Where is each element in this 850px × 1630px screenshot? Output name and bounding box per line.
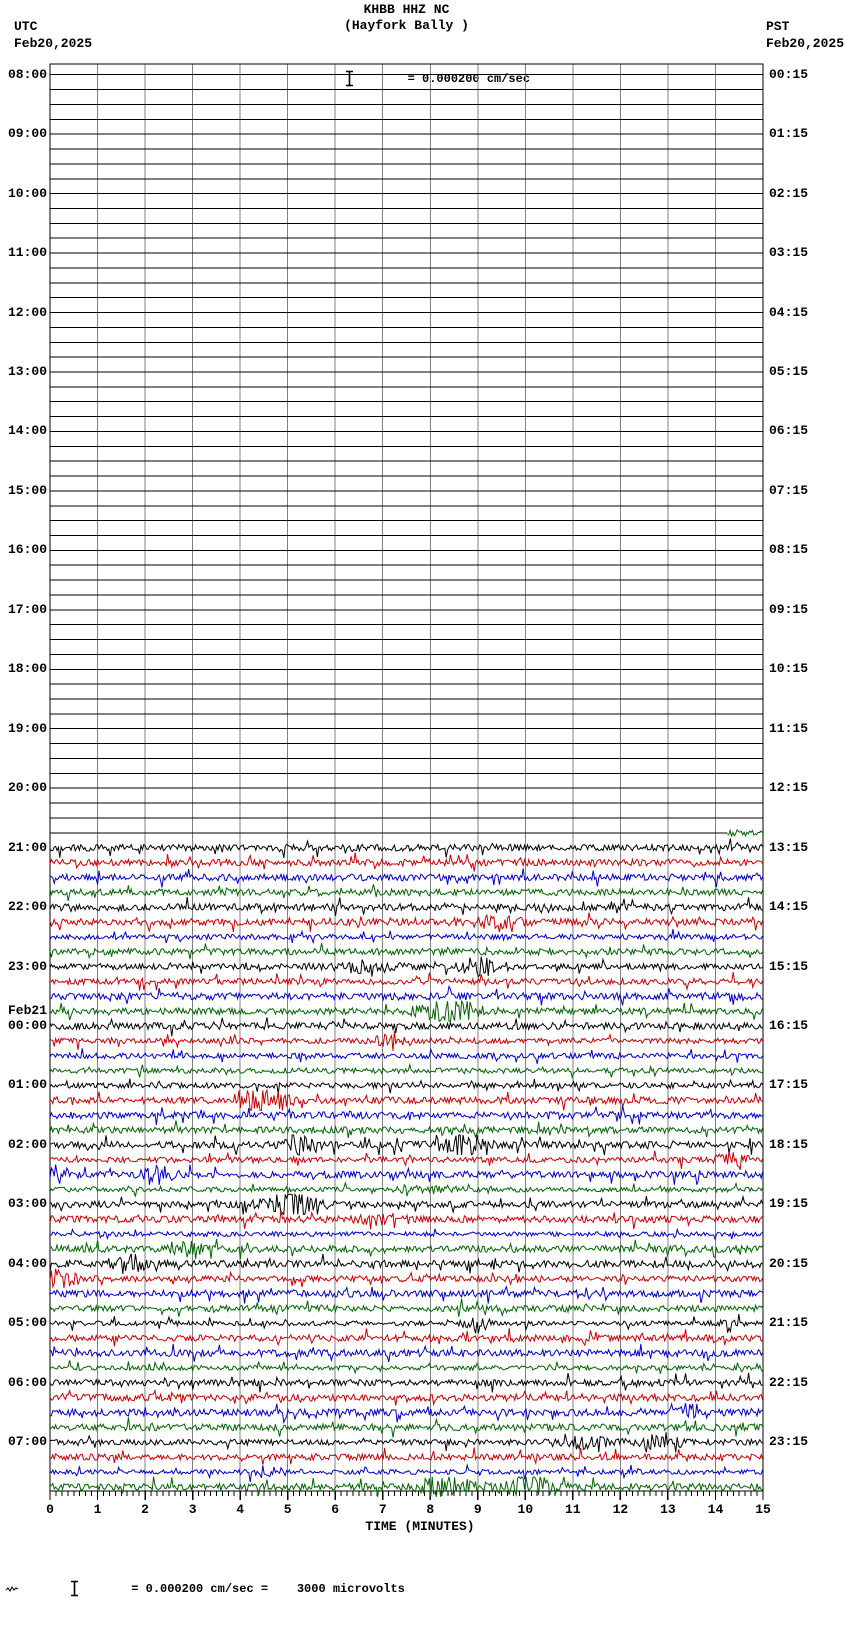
plot-border xyxy=(50,64,763,1491)
pst-hour-label: 17:15 xyxy=(769,1077,809,1093)
pst-hour-label: 02:15 xyxy=(769,185,809,201)
x-tick-label: 2 xyxy=(141,1502,149,1517)
seismic-trace xyxy=(50,972,763,990)
pst-hour-label: 04:15 xyxy=(769,304,809,320)
date-left-label: Feb20,2025 xyxy=(14,36,93,51)
x-tick-label: 7 xyxy=(378,1502,387,1517)
utc-hour-label: 04:00 xyxy=(7,1255,47,1271)
pst-hour-label: 03:15 xyxy=(769,245,809,261)
seismic-trace xyxy=(50,957,763,977)
x-tick-label: 3 xyxy=(188,1502,197,1517)
pst-hour-label: 14:15 xyxy=(769,899,809,915)
seismic-trace xyxy=(50,1254,763,1274)
utc-hour-label: 12:00 xyxy=(7,304,47,320)
seismic-trace xyxy=(50,1299,763,1317)
utc-hour-label: 00:00 xyxy=(7,1018,47,1034)
seismic-trace xyxy=(50,913,763,932)
seismic-trace xyxy=(50,1048,763,1064)
seismic-trace xyxy=(50,869,763,888)
seismic-trace xyxy=(50,1017,763,1036)
utc-hour-label: 15:00 xyxy=(7,482,47,498)
seismic-trace xyxy=(50,1194,763,1214)
utc-hour-label: 08:00 xyxy=(7,66,47,82)
x-tick-label: 0 xyxy=(46,1502,54,1517)
mini-waveform-icon xyxy=(6,1553,64,1625)
utc-hour-label: 06:00 xyxy=(7,1374,47,1390)
seismic-trace xyxy=(50,884,763,901)
seismic-trace xyxy=(50,1287,763,1304)
footer-scale-note xyxy=(6,1548,405,1629)
seismic-trace xyxy=(50,1403,763,1422)
scale-bar-icon-footer xyxy=(69,1548,127,1629)
seismic-trace xyxy=(50,1210,763,1229)
station-subtitle: (Hayfork Bally ) xyxy=(344,18,469,33)
x-tick-label: 11 xyxy=(565,1502,581,1517)
pst-hour-label: 15:15 xyxy=(769,958,809,974)
pst-hour-label: 10:15 xyxy=(769,661,809,677)
timezone-right-label: PST xyxy=(766,19,790,34)
seismic-trace xyxy=(50,1065,763,1078)
seismic-trace xyxy=(50,1090,763,1110)
utc-hour-label: 11:00 xyxy=(7,245,47,261)
seismic-trace xyxy=(50,853,763,872)
utc-hour-label: 05:00 xyxy=(7,1315,47,1331)
x-tick-label: 1 xyxy=(93,1502,102,1517)
pst-hour-label: 00:15 xyxy=(769,66,809,82)
utc-hour-label: 22:00 xyxy=(7,899,47,915)
timezone-left-label: UTC xyxy=(14,19,38,34)
utc-hour-label: 13:00 xyxy=(7,363,47,379)
utc-hour-label: 20:00 xyxy=(7,780,47,796)
x-tick-label: 9 xyxy=(473,1502,482,1517)
seismic-trace xyxy=(50,929,763,943)
seismic-trace xyxy=(50,839,763,858)
utc-hour-label: 23:00 xyxy=(7,958,47,974)
seismic-trace xyxy=(50,1239,763,1259)
x-tick-label: 12 xyxy=(612,1502,629,1517)
seismic-trace xyxy=(50,1079,763,1094)
pst-hour-label: 18:15 xyxy=(769,1136,809,1152)
x-tick-label: 4 xyxy=(236,1502,245,1517)
seismic-trace xyxy=(50,1314,763,1333)
x-tick-label: 14 xyxy=(707,1502,724,1517)
utc-hour-label: 21:00 xyxy=(7,839,47,855)
pst-hour-label: 19:15 xyxy=(769,1196,809,1212)
utc-hour-label: 07:00 xyxy=(7,1434,47,1450)
utc-hour-label: 03:00 xyxy=(7,1196,47,1212)
x-axis-title: TIME (MINUTES) xyxy=(365,1519,475,1534)
seismic-trace xyxy=(50,1432,763,1452)
utc-hour-label: 16:00 xyxy=(7,542,47,558)
pst-hour-label: 08:15 xyxy=(769,542,809,558)
pst-hour-label: 11:15 xyxy=(769,720,809,736)
seismic-trace xyxy=(50,1105,763,1125)
seismic-trace xyxy=(50,1448,763,1465)
station-title: KHBB HHZ NC xyxy=(363,2,450,17)
x-tick-label: 10 xyxy=(517,1502,534,1517)
seismic-trace xyxy=(727,830,762,836)
seismic-trace xyxy=(50,1417,763,1437)
pst-hour-label: 21:15 xyxy=(769,1315,809,1331)
seismic-trace xyxy=(50,943,763,959)
utc-hour-label: 10:00 xyxy=(7,185,47,201)
pst-hour-label: 23:15 xyxy=(769,1434,809,1450)
pst-hour-label: 09:15 xyxy=(769,601,809,617)
utc-hour-label: 17:00 xyxy=(7,601,47,617)
seismic-trace xyxy=(50,1183,763,1197)
seismic-trace xyxy=(50,1001,763,1021)
utc-hour-label: 01:00 xyxy=(7,1077,47,1093)
utc-date-rollover-label: Feb21 xyxy=(7,1003,47,1019)
pst-hour-label: 07:15 xyxy=(769,482,809,498)
seismic-trace xyxy=(50,1391,763,1406)
x-tick-label: 15 xyxy=(755,1502,771,1517)
scale-text: = 0.000200 cm/sec xyxy=(407,71,531,86)
seismic-trace xyxy=(50,1229,763,1239)
footer-text: = 0.000200 cm/sec = 3000 microvolts xyxy=(131,1581,405,1596)
utc-hour-label: 18:00 xyxy=(7,661,47,677)
seismic-trace xyxy=(50,1328,763,1346)
pst-hour-label: 20:15 xyxy=(769,1255,809,1271)
seismic-trace xyxy=(50,897,763,916)
utc-hour-label: 02:00 xyxy=(7,1136,47,1152)
seismic-trace xyxy=(50,1135,763,1155)
utc-hour-label: 09:00 xyxy=(7,126,47,142)
pst-hour-label: 05:15 xyxy=(769,363,809,379)
seismic-trace xyxy=(50,1360,763,1373)
x-tick-label: 13 xyxy=(660,1502,676,1517)
date-right-label: Feb20,2025 xyxy=(766,36,845,51)
x-tick-label: 5 xyxy=(283,1502,292,1517)
pst-hour-label: 06:15 xyxy=(769,423,809,439)
x-tick-label: 8 xyxy=(426,1502,435,1517)
pst-hour-label: 16:15 xyxy=(769,1018,809,1034)
seismic-trace xyxy=(50,1344,763,1362)
utc-hour-label: 14:00 xyxy=(7,423,47,439)
pst-hour-label: 01:15 xyxy=(769,126,809,142)
pst-hour-label: 12:15 xyxy=(769,780,809,796)
seismic-trace xyxy=(50,1031,763,1051)
seismic-trace xyxy=(50,1165,763,1185)
utc-hour-label: 19:00 xyxy=(7,720,47,736)
seismic-trace xyxy=(50,1373,763,1393)
pst-hour-label: 13:15 xyxy=(769,839,809,855)
seismic-trace xyxy=(50,1269,763,1288)
pst-hour-label: 22:15 xyxy=(769,1374,809,1390)
seismic-trace xyxy=(50,1465,763,1482)
x-tick-label: 6 xyxy=(331,1502,340,1517)
